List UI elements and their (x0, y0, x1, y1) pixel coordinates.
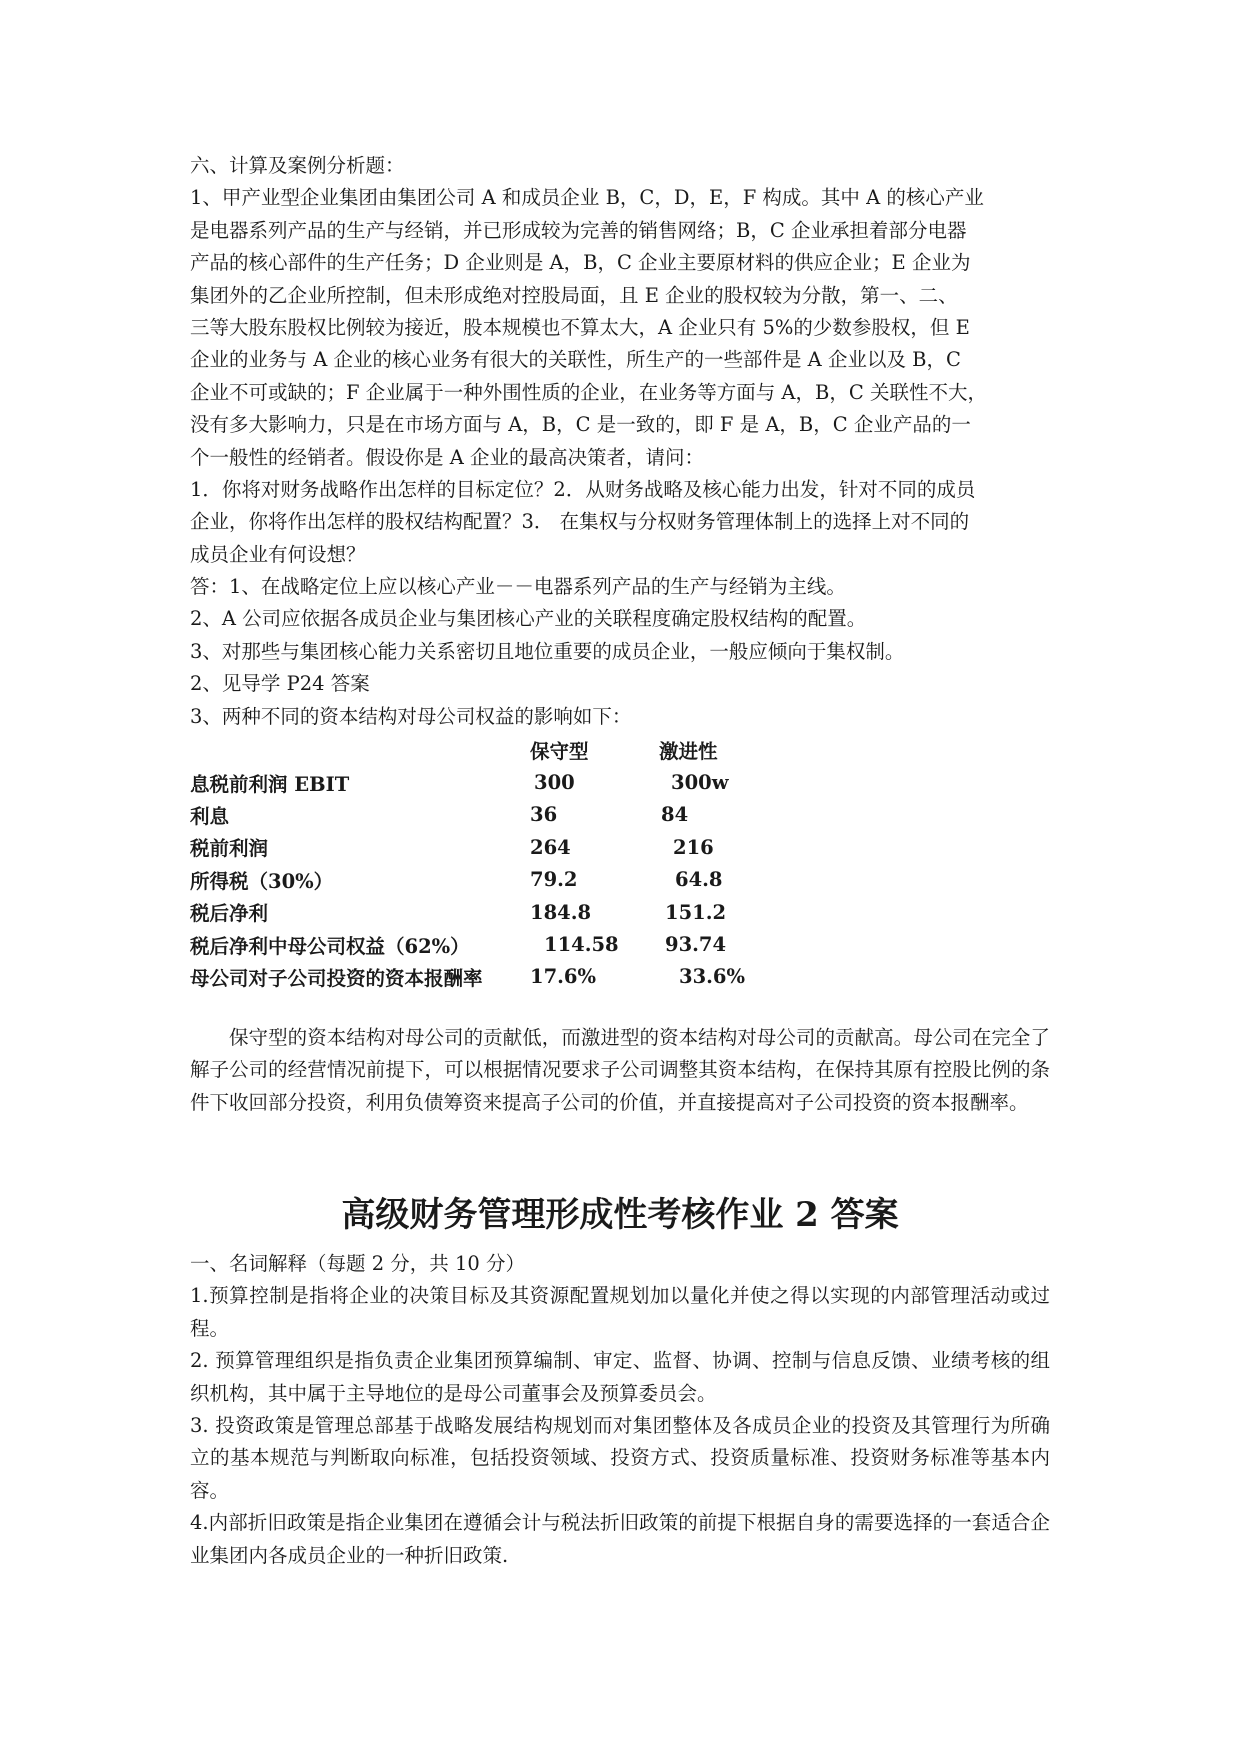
table-row (190, 864, 819, 896)
conservative-value: 264 (530, 835, 571, 859)
row-label: 母公司对子公司投资的资本报酬率 (190, 966, 483, 990)
answer-line: 2、A 公司应依据各成员企业与集团核心产业的关联程度确定股权结构的配置。 (190, 607, 867, 631)
conservative-value: 184.8 (530, 900, 592, 924)
conservative-value: 300 (534, 771, 575, 795)
conservative-value: 79.2 (530, 868, 578, 892)
aggressive-value: 216 (673, 835, 714, 859)
definition-item: 1.预算控制是指将企业的决策目标及其资源配置规划加以量化并使之得以实现的内部管理活动或过程。 (190, 1284, 1050, 1340)
section-heading: 六、计算及案例分析题： (190, 154, 405, 177)
aggressive-value: 93.74 (665, 933, 727, 957)
table-header-cell: 激进性 (659, 740, 718, 764)
table-header-row (190, 734, 819, 766)
definitions-section (190, 1248, 1050, 1572)
table-row (190, 896, 819, 928)
table-row (190, 961, 819, 993)
definition-item: 2. 预算管理组织是指负责企业集团预算编制、审定、监督、协调、控制与信息反馈、业绩考核的组织机构，其中属于主导地位的是母公司董事会及预算委员会。 (190, 1349, 1050, 1405)
row-label: 税前利润 (190, 837, 269, 861)
question-line: 产品的核心部件的生产任务；D 企业则是 A，B，C 企业主要原材料的供应企业；E 企业为 (190, 251, 971, 275)
question-line: 成员企业有何设想？ (190, 542, 366, 566)
aggressive-value: 33.6% (679, 965, 746, 989)
question-line: 企业的业务与 A 企业的核心业务有很大的关联性，所生产的一些部件是 A 企业以及 B，C (190, 348, 961, 372)
answer-line: 答：1、在战略定位上应以核心产业－－电器系列产品的生产与经销为主线。 (190, 575, 846, 599)
capital-structure-table (190, 734, 819, 993)
table-row (190, 799, 819, 831)
definition-item: 4.内部折旧政策是指企业集团在遵循会计与税法折旧政策的前提下根据自身的需要选择的一套适合企业集团内各成员企业的一种折旧政策. (190, 1511, 1050, 1567)
table-row (190, 928, 819, 960)
answer-line: 3、两种不同的资本结构对母公司权益的影响如下： (190, 704, 632, 728)
conservative-value: 36 (530, 803, 558, 827)
question-line: 没有多大影响力，只是在市场方面与 A，B，C 是一致的，即 F 是 A，B，C 企业产品的一 (190, 413, 971, 437)
conservative-value: 114.58 (544, 933, 619, 957)
answer-line: 2、见导学 P24 答案 (190, 672, 370, 696)
aggressive-value: 300w (671, 771, 729, 795)
aggressive-value: 151.2 (665, 900, 727, 924)
aggressive-value: 84 (661, 803, 689, 827)
table-row (190, 831, 819, 863)
row-label: 所得税（30%） (190, 869, 334, 893)
answer-line: 3、对那些与集团核心能力关系密切且地位重要的成员企业，一般应倾向于集权制。 (190, 639, 905, 663)
definition-item: 3. 投资政策是管理总部基于战略发展结构规划而对集团整体及各成员企业的投资及其管理行为所确立的基本规范与判断取向标准，包括投资领域、投资方式、投资质量标准、投资财务标准等基本内容。 (190, 1414, 1050, 1502)
question-line: 1．你将对财务战略作出怎样的目标定位？2．从财务战略及核心能力出发，针对不同的成员 (190, 477, 976, 501)
question-line: 三等大股东股权比例较为接近，股本规模也不算太大，A 企业只有 5%的少数参股权，但 E (190, 315, 970, 339)
question-section (190, 150, 1050, 733)
table-row (190, 766, 819, 798)
table-header-cell (190, 734, 530, 766)
row-label: 息税前利润 EBIT (190, 772, 350, 796)
question-line: 集团外的乙企业所控制，但未形成绝对控股局面，且 E 企业的股权较为分散，第一、二、 (190, 283, 958, 307)
part-heading: 一、名词解释（每题 2 分，共 10 分） (190, 1252, 526, 1275)
conservative-value: 17.6% (530, 965, 597, 989)
conclusion-paragraph: 保守型的资本结构对母公司的贡献低，而激进型的资本结构对母公司的贡献高。母公司在完全了解子公司的经营情况前提下，可以根据情况要求子公司调整其资本结构，在保持其原有控股比例的条件下收回部分投资，利用负债筹资来提高子公司的价值，并直接提高对子公司投资的资本报酬率。 (190, 1026, 1050, 1114)
question-line: 是电器系列产品的生产与经销，并已形成较为完善的销售网络；B，C 企业承担着部分电器 (190, 218, 967, 242)
row-label: 利息 (190, 804, 230, 828)
question-line: 1、甲产业型企业集团由集团公司 A 和成员企业 B，C，D，E，F 构成。其中 A 的核心产业 (190, 186, 984, 210)
question-line: 企业不可或缺的；F 企业属于一种外围性质的企业，在业务等方面与 A，B，C 关联性不大， (190, 380, 987, 404)
document-title: 高级财务管理形成性考核作业 2 答案 (341, 1195, 899, 1235)
row-label: 税后净利中母公司权益（62%） (190, 934, 470, 958)
row-label: 税后净利 (190, 902, 269, 926)
aggressive-value: 64.8 (675, 868, 723, 892)
question-line: 个一般性的经销者。假设你是 A 企业的最高决策者，请问： (190, 445, 704, 469)
question-line: 企业，你将作出怎样的股权结构配置？3． 在集权与分权财务管理体制上的选择上对不同的 (190, 510, 970, 534)
table-header-cell: 保守型 (530, 740, 589, 764)
